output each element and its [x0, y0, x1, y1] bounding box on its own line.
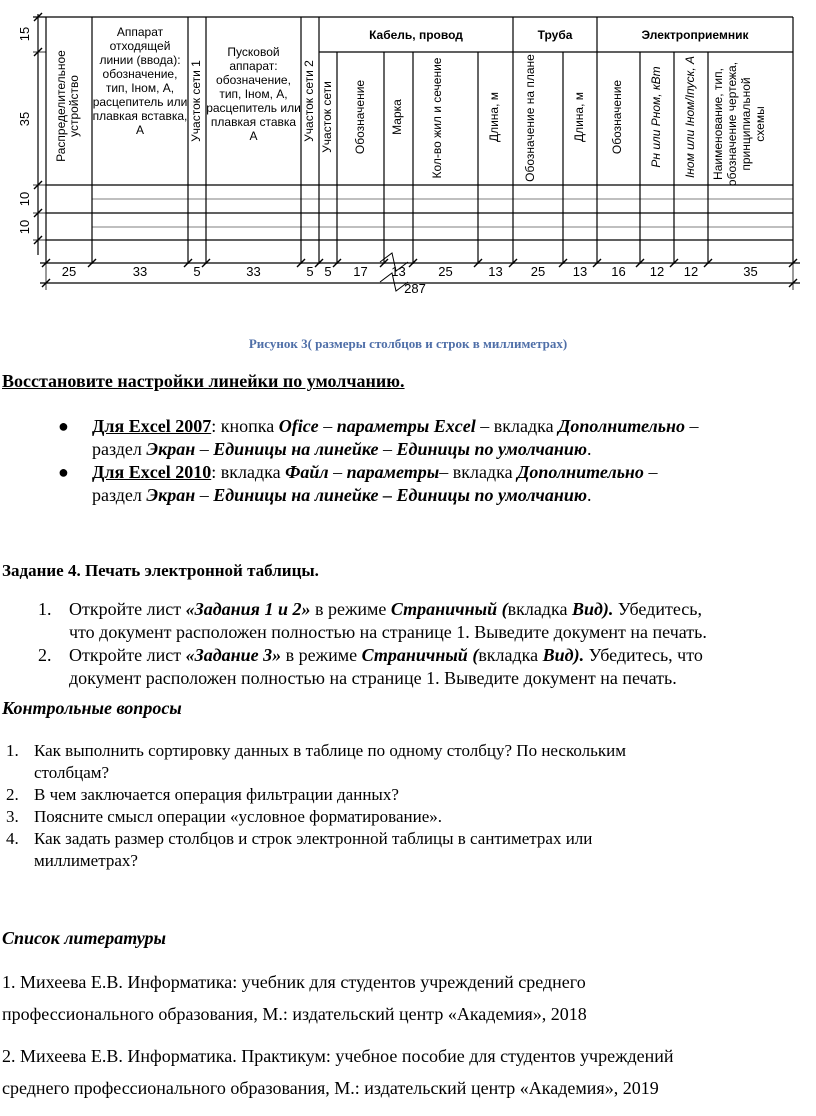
literature-heading: Список литературы — [2, 928, 166, 948]
subcol-net-section: Участок сети — [320, 81, 334, 153]
bullet-text: – — [643, 462, 658, 482]
task-text: вкладка — [478, 645, 543, 665]
task4-item — [38, 644, 813, 690]
row-dim-1: 15 — [17, 26, 32, 42]
bullet-version: Для Excel 2007 — [92, 416, 212, 436]
question-text: Как выполнить сортировку данных в таблице по одному столбцу? По нескольким — [34, 741, 626, 760]
question-item — [6, 806, 806, 828]
questions-list — [6, 740, 806, 872]
header-section1: Участок сети 1 — [189, 60, 203, 142]
table-size-figure — [0, 0, 816, 310]
bullet-em: Экран — [146, 439, 196, 459]
task-em: Страничный ( — [361, 645, 479, 665]
task4-list — [38, 598, 813, 690]
task-text: в режиме — [281, 645, 362, 665]
bullet-text: – — [684, 416, 699, 436]
question-num: 3. — [6, 807, 19, 826]
task4-heading: Задание 4. Печать электронной таблицы. — [2, 561, 319, 580]
row-dim-4: 10 — [17, 219, 32, 235]
bullet-em: Ofice — [278, 416, 319, 436]
task-em: «Задания 1 и 2» — [185, 599, 311, 619]
question-item — [6, 828, 806, 872]
bullet-text: : кнопка — [211, 416, 279, 436]
group-receiver: Электроприемник — [641, 28, 749, 42]
bullet-em: Дополнительно — [517, 462, 644, 482]
bullet-em: Дополнительно — [558, 416, 685, 436]
question-item — [6, 784, 806, 806]
literature-item — [2, 966, 812, 1030]
col-dim-5: 5 — [306, 264, 314, 279]
literature-text: профессионального образования, М.: издательский центр «Академия», 2018 — [2, 1004, 587, 1024]
task-text: Откройте лист — [69, 645, 186, 665]
col-dim-2: 33 — [132, 264, 148, 279]
task-text: Убедитесь, — [613, 599, 702, 619]
bullet-em: параметры Excel — [336, 416, 476, 436]
task-text: что документ расположен полностью на странице 1. Выведите документ на печать. — [69, 622, 707, 642]
col-dim-11: 25 — [530, 264, 546, 279]
subcol-power: Pн или Pном, кВт — [649, 66, 663, 168]
bullet-text: . — [587, 485, 592, 505]
bullet-text: – вкладка — [439, 462, 518, 482]
subcol-current: Iном или Iном/Iпуск, А — [683, 55, 697, 179]
group-pipe: Труба — [537, 28, 573, 42]
question-text: Поясните смысл операции «условное форматирование». — [34, 807, 442, 826]
question-num: 1. — [6, 741, 19, 760]
task-text: в режиме — [310, 599, 391, 619]
col-dim-6: 5 — [324, 264, 332, 279]
subcol-cores: Кол-во жил и сечение — [430, 57, 444, 179]
question-text: Как задать размер столбцов и строк электронной таблицы в сантиметрах или — [34, 829, 593, 848]
bullet-em: Единицы на линейке – Единицы по умолчанию — [213, 485, 587, 505]
literature-text: 1. Михеева Е.В. Информатика: учебник для студентов учреждений среднего — [2, 972, 586, 992]
col-dim-13: 16 — [611, 264, 626, 279]
col-dim-8: 13 — [391, 264, 406, 279]
bullet-text: . — [587, 439, 592, 459]
bullet-em: Экран — [146, 485, 196, 505]
subcol-designation2: Обозначение — [610, 79, 624, 155]
question-num: 4. — [6, 829, 19, 848]
row-dim-3: 10 — [17, 191, 32, 207]
control-heading: Контрольные вопросы — [2, 698, 182, 718]
total-dim: 287 — [404, 281, 426, 296]
question-text: В чем заключается операция фильтрации данных? — [34, 785, 399, 804]
col-dim-10: 13 — [488, 264, 503, 279]
col-dim-16: 35 — [743, 264, 758, 279]
task-text: Убедитесь, что — [584, 645, 703, 665]
bullet-version: Для Excel 2010 — [92, 462, 212, 482]
header-starter: Пусковой аппарат: обозначение, тип, Iном, А, расцепитель или плавкая ставка А — [206, 45, 301, 143]
col-dim-12: 13 — [572, 264, 588, 279]
bullet-text: – — [195, 485, 214, 505]
subcol-length2: Длина, м — [572, 91, 586, 143]
col-dim-3: 5 — [193, 264, 201, 279]
bullet-em: Единицы по умолчанию — [396, 439, 587, 459]
bullet-dot-icon: ● — [58, 416, 69, 436]
bullet-text: – вкладка — [475, 416, 559, 436]
bullet-em: параметры — [346, 462, 440, 482]
task-em: Страничный ( — [390, 599, 508, 619]
question-text: миллиметрах? — [34, 851, 138, 870]
col-dim-14: 12 — [649, 264, 665, 279]
bullet-em: Файл — [285, 462, 329, 482]
task-text: документ расположен полностью на странице 1. Выведите документ на печать. — [69, 668, 677, 688]
figure-caption: Рисунок 3( размеры столбцов и строк в миллиметрах) — [248, 336, 568, 351]
col-dim-15: 12 — [683, 264, 699, 279]
bullet-text: : вкладка — [211, 462, 286, 482]
task4-num: 2. — [38, 645, 52, 665]
col-dim-4: 33 — [246, 264, 261, 279]
task-text: вкладка — [507, 599, 572, 619]
header-apparatus: Аппарат отходящей линии (ввода): обозначение, тип, Iном, А, расцепитель или плавкая вставка, А — [92, 25, 188, 137]
literature-text: среднего профессионального образования, М.: издательский центр «Академия», 2019 — [2, 1078, 659, 1098]
task-em: Вид). — [542, 645, 585, 665]
bullet-text: – — [378, 439, 397, 459]
bullet-list — [58, 415, 808, 507]
header-distribution: Распределительное устройство — [54, 50, 81, 162]
bullet-text: раздел — [92, 439, 147, 459]
bullet-item — [58, 461, 808, 507]
subcol-designation1: Обозначение — [353, 79, 367, 155]
bullet-text: раздел — [92, 485, 147, 505]
question-text: столбцам? — [34, 763, 110, 782]
subcol-plan-designation: Обозначение на плане — [523, 54, 537, 182]
bullet-em: Единицы на линейке — [213, 439, 379, 459]
bullet-text: – — [328, 462, 347, 482]
subcol-length1: Длина, м — [487, 91, 501, 143]
literature-text: 2. Михеева Е.В. Информатика. Практикум: учебное пособие для студентов учреждений — [2, 1046, 674, 1066]
col-dim-7: 17 — [353, 264, 368, 279]
subcol-name: Наименование, тип, обозначение чертежа, принципиальной схемы — [711, 61, 767, 187]
bullet-text: – — [318, 416, 337, 436]
group-cable: Кабель, провод — [369, 28, 463, 42]
restore-heading: Восстановите настройки линейки по умолчанию. — [2, 371, 405, 391]
question-num: 2. — [6, 785, 19, 804]
subcol-mark: Марка — [390, 99, 404, 135]
bullet-text: – — [195, 439, 214, 459]
bullet-item — [58, 415, 808, 461]
literature-item — [2, 1040, 812, 1104]
task-text: Откройте лист — [69, 599, 186, 619]
question-item — [6, 740, 806, 784]
task-em: Вид). — [571, 599, 614, 619]
task4-item — [38, 598, 813, 644]
header-section2: Участок сети 2 — [302, 60, 316, 142]
col-dim-1: 25 — [61, 264, 77, 279]
col-dim-9: 25 — [438, 264, 453, 279]
task4-num: 1. — [38, 599, 52, 619]
bullet-dot-icon: ● — [58, 462, 69, 482]
row-dim-2: 35 — [17, 111, 32, 127]
task-em: «Задание 3» — [185, 645, 282, 665]
